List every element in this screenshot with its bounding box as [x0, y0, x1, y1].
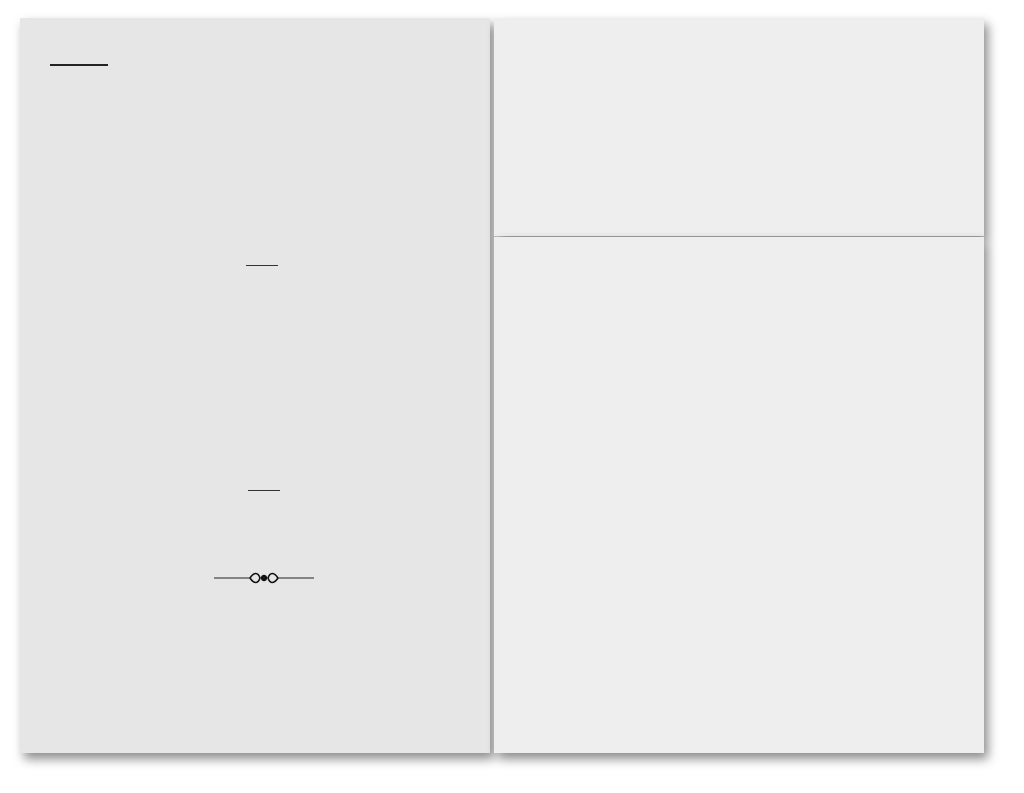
text-fragment-bottom	[494, 237, 984, 753]
title-divider-2	[248, 490, 280, 491]
ornament-icon	[214, 570, 314, 586]
text-fragment-top	[494, 18, 984, 236]
call-number-divider	[50, 64, 108, 66]
title-divider-1	[246, 265, 278, 266]
title-page	[20, 18, 490, 753]
ornament	[214, 570, 314, 586]
